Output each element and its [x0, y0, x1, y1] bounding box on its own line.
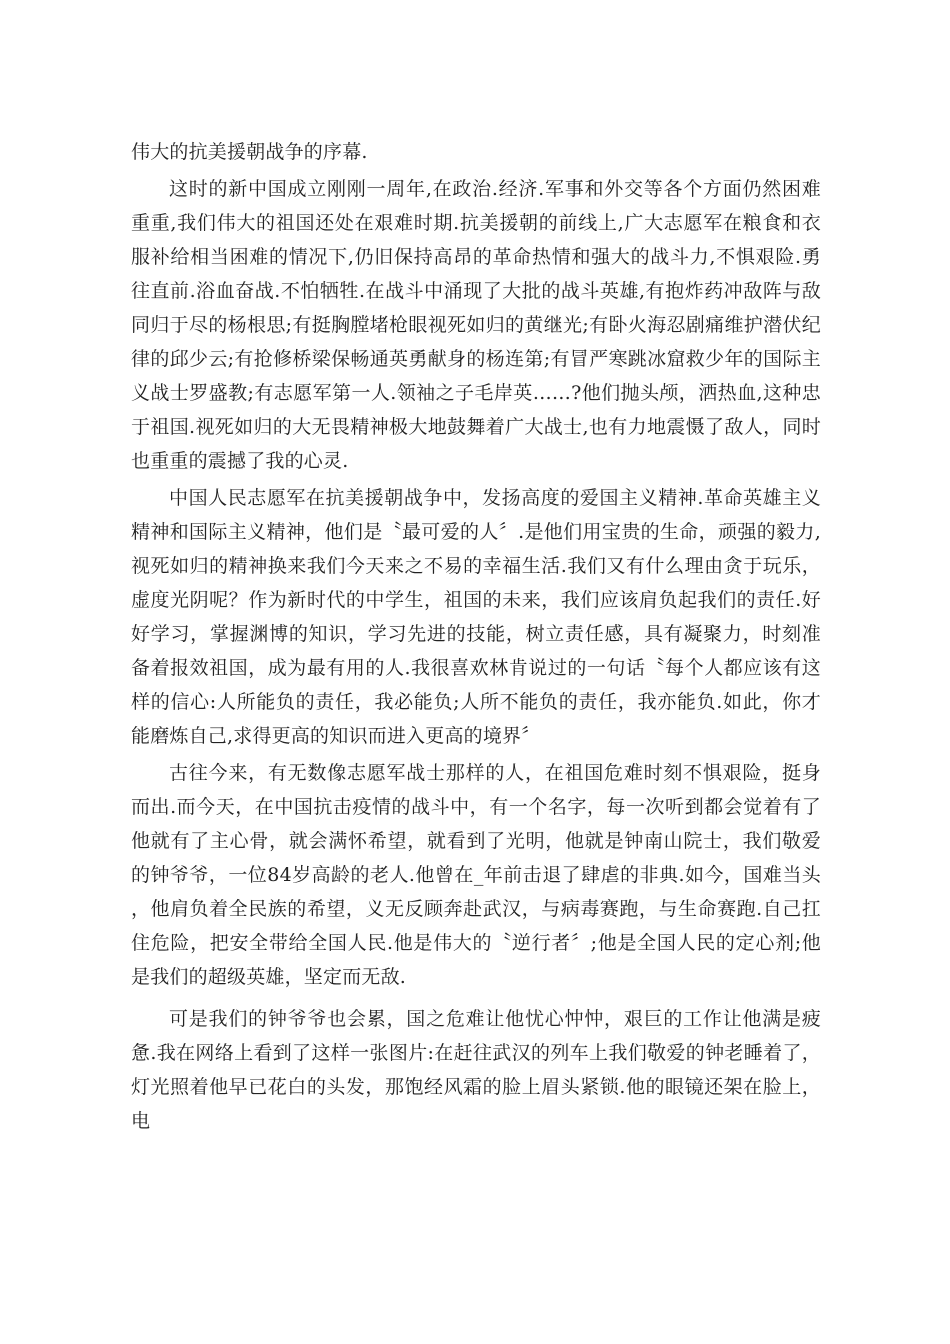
document-body [131, 135, 821, 1138]
paragraph-zhong-tired: 可是我们的钟爷爷也会累，国之危难让他忧心忡忡，艰巨的工作让他满是疲惫.我在网络上看到了这样一张图片:在赶往武汉的列车上我们敬爱的钟老睡着了，灯光照着他早已花白的头发，那饱经风霜的脸上眉头紧锁.他的眼镜还架在脸上，电 [131, 1008, 821, 1132]
paragraph-volunteer-army-spirit: 中国人民志愿军在抗美援朝战争中，发扬高度的爱国主义精神.革命英雄主义精神和国际主义精神，他们是〝最可爱的人〞.是他们用宝贵的生命，顽强的毅力,视死如归的精神换来我们今天来之不易的幸福生活.我们又有什么理由贪于玩乐，虚度光阴呢？作为新时代的中学生，祖国的未来，我们应该肩负起我们的责任.好好学习，掌握渊博的知识，学习先进的技能，树立责任感，具有凝聚力，时刻准备着报效祖国，成为最有用的人.我很喜欢林肯说过的一句话〝每个人都应该有这样的信心:人所能负的责任，我必能负;人所不能负的责任，我亦能负.如此，你才能磨炼自己,求得更高的知识而进入更高的境界〞 [131, 487, 821, 747]
paragraph-zhong-nanshan: 古往今来，有无数像志愿军战士那样的人，在祖国危难时刻不惧艰险，挺身而出.而今天，在中国抗击疫情的战斗中，有一个名字，每一次听到都会觉着有了他就有了主心骨，就会满怀希望，就看到了光明，他就是钟南山院士，我们敬爱的钟爷爷，一位84岁高龄的老人.他曾在_年前击退了肆虐的非典.如今，国难当头，他肩负着全民族的希望，义无反顾奔赴武汉，与病毒赛跑，与生命赛跑.自己扛住危险，把安全带给全国人民.他是伟大的〝逆行者〞;他是全国人民的定心剂;他是我们的超级英雄，坚定而无敌. [131, 762, 821, 988]
paragraph-preface-ending: 伟大的抗美援朝战争的序幕. [131, 141, 368, 163]
paragraph-new-china-war-heroes: 这时的新中国成立刚刚一周年,在政治.经济.军事和外交等各个方面仍然困难重重,我们伟大的祖国还处在艰难时期.抗美援朝的前线上,广大志愿军在粮食和衣服补给相当困难的情况下,仍旧保持高昂的革命热情和强大的战斗力,不惧艰险.勇往直前.浴血奋战.不怕牺牲.在战斗中涌现了大批的战斗英雄,有抱炸药冲敌阵与敌同归于尽的杨根思;有挺胸膛堵枪眼视死如归的黄继光;有卧火海忍剧痛维护潜伏纪律的邱少云;有抢修桥梁保畅通英勇献身的杨连第;有冒严寒跳冰窟救少年的国际主义战士罗盛教;有志愿军第一人.领袖之子毛岸英……?他们抛头颅，洒热血,这种忠于祖国.视死如归的大无畏精神极大地鼓舞着广大战士,也有力地震慑了敌人，同时也重重的震撼了我的心灵. [131, 178, 821, 472]
